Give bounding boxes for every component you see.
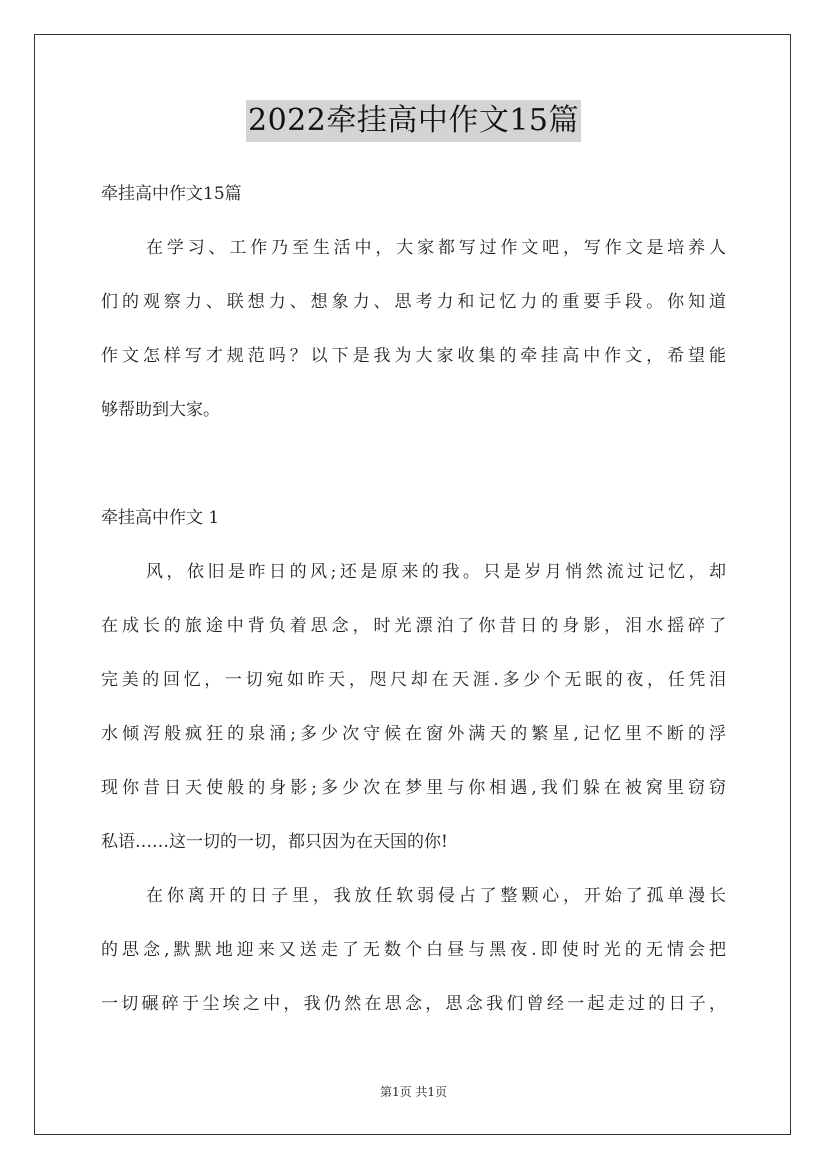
intro-line: 们的观察力、联想力、想象力、思考力和记忆力的重要手段。你知道 — [101, 292, 726, 312]
paragraph-line: 风，依旧是昨日的风;还是原来的我。只是岁月悄然流过记忆，却 — [146, 562, 726, 582]
paragraph-line: 在你离开的日子里，我放任软弱侵占了整颗心，开始了孤单漫长 — [146, 886, 726, 906]
paragraph-line: 的思念,默默地迎来又送走了无数个白昼与黑夜.即使时光的无情会把 — [101, 940, 726, 960]
intro-line: 在学习、工作乃至生活中，大家都写过作文吧，写作文是培养人 — [146, 238, 726, 258]
title-wrap — [0, 100, 827, 142]
paragraph-line: 水倾泻般疯狂的泉涌;多少次守候在窗外满天的繁星,记忆里不断的浮 — [101, 724, 726, 744]
document-subtitle: 牵挂高中作文15篇 — [101, 184, 242, 204]
section-heading: 牵挂高中作文 1 — [101, 508, 220, 528]
paragraph-line: 在成长的旅途中背负着思念，时光漂泊了你昔日的身影，泪水摇碎了 — [101, 616, 726, 636]
paragraph-line: 现你昔日天使般的身影;多少次在梦里与你相遇,我们躲在被窝里窃窃 — [101, 778, 726, 798]
paragraph-line: 完美的回忆，一切宛如昨天，咫尺却在天涯.多少个无眠的夜，任凭泪 — [101, 670, 726, 690]
document-title: 2022牵挂高中作文15篇 — [246, 100, 581, 142]
paragraph-line: 一切碾碎于尘埃之中，我仍然在思念，思念我们曾经一起走过的日子， — [101, 994, 726, 1014]
paragraph-line: 私语……这一切的一切，都只因为在天国的你! — [101, 832, 448, 852]
intro-line: 作文怎样写才规范吗？以下是我为大家收集的牵挂高中作文，希望能 — [101, 346, 726, 366]
page-footer: 第1页 共1页 — [379, 1085, 448, 1099]
intro-line: 够帮助到大家。 — [101, 400, 220, 420]
